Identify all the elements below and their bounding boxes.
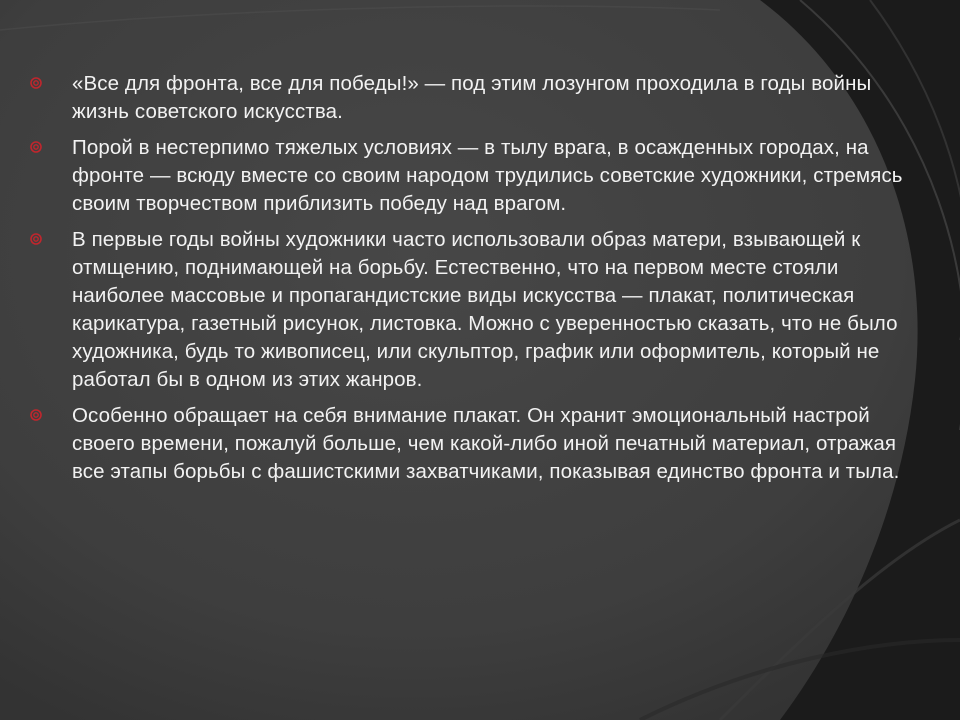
bullet-text: В первые годы войны художники часто использовали образ матери, взывающей к отмщению, поднимающей на борьбу. Естественно, что на первом месте стояли наиболее массовые и пропагандистские виды искусства — плакат, политическая карикатура, газетный рисунок, листовка. Можно с уверенностью сказать, что не было художника, будь то живописец, или скульптор, график или оформитель, который не работал бы в одном из этих жанров. bbox=[72, 228, 898, 391]
list-item bbox=[30, 402, 910, 486]
bullet-text: «Все для фронта, все для победы!» — под этим лозунгом проходила в годы войны жизнь советского искусства. bbox=[72, 72, 872, 123]
red-spiral-bullet-icon bbox=[30, 141, 42, 153]
list-item bbox=[30, 70, 910, 126]
bullet-list bbox=[30, 70, 910, 494]
bullet-text: Порой в нестерпимо тяжелых условиях — в тылу врага, в осажденных городах, на фронте — всюду вместе со своим народом трудились советские художники, стремясь своим творчеством приблизить победу над врагом. bbox=[72, 136, 903, 215]
red-spiral-bullet-icon bbox=[30, 409, 42, 421]
list-item bbox=[30, 134, 910, 218]
red-spiral-bullet-icon bbox=[30, 233, 42, 245]
list-item bbox=[30, 226, 910, 394]
bullet-text: Особенно обращает на себя внимание плакат. Он хранит эмоциональный настрой своего времени, пожалуй больше, чем какой-либо иной печатный материал, отражая все этапы борьбы с фашистскими захватчиками, показывая единство фронта и тыла. bbox=[72, 404, 900, 483]
red-spiral-bullet-icon bbox=[30, 77, 42, 89]
